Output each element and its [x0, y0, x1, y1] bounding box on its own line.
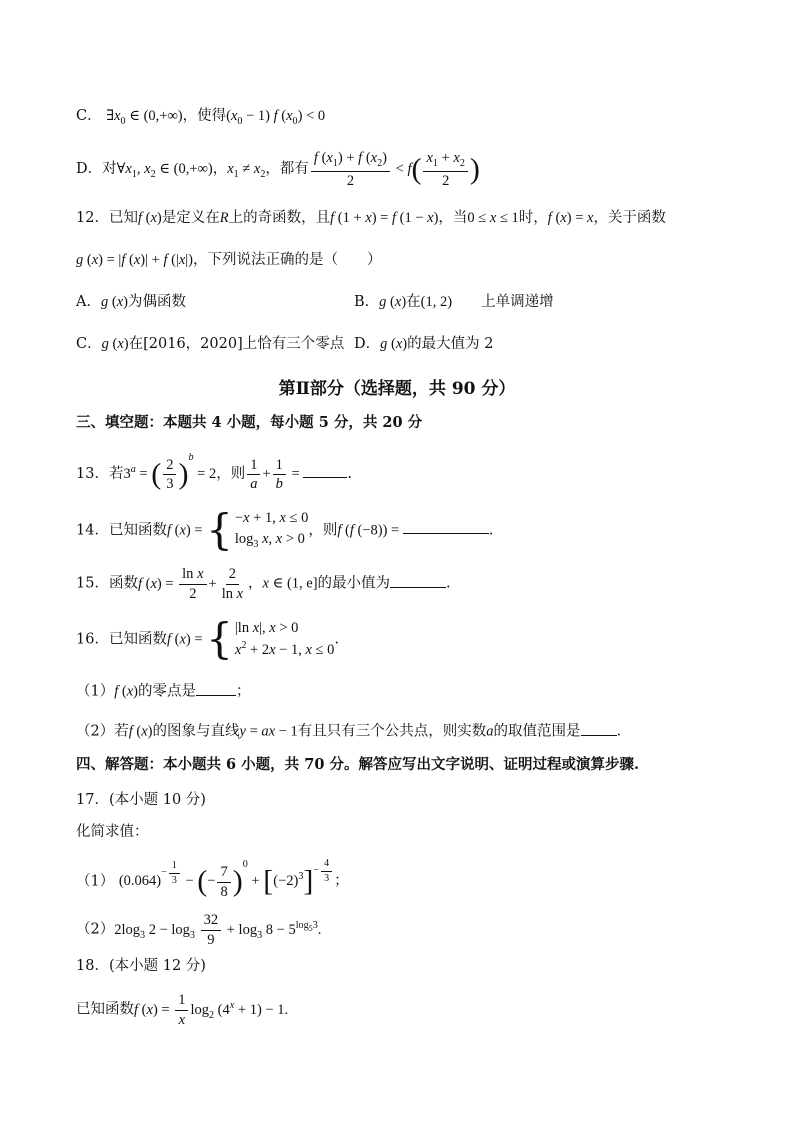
- q18-intro-line: [76, 992, 754, 1028]
- option-d-formula3: $\frac{f (x_1) + f (x_2)}{2}$ < f( $\frac{x_1 + x_2}{2}$ ): [309, 161, 480, 177]
- q13-mid: ，则: [216, 466, 246, 482]
- q16-2-a: a: [486, 723, 494, 740]
- option-c-text: ，使得: [182, 108, 227, 124]
- q12-optA-label: A．: [76, 294, 101, 310]
- q17-p1-formula: $(0.064)^{- \frac{1}{3}}$ − (− $\frac{7}{8}$ )$^0 + [(-2)^3]^{- \frac{4}{3}}$ ；: [118, 858, 349, 900]
- q12-optB: [354, 294, 554, 311]
- q12-optC-label: C．: [76, 336, 102, 352]
- q12-R: R: [219, 210, 229, 226]
- q14-mid: ，则: [308, 522, 338, 539]
- q12-t2: 上的奇函数，且: [228, 210, 331, 226]
- q16-2-text3: 的取值范围是: [493, 723, 581, 740]
- option-c: [76, 108, 754, 128]
- q12-t1: 是定义在: [161, 210, 220, 226]
- q12-options-cd: [76, 336, 754, 353]
- q17-p2-formula: $2\log_3$ $2 - \log_3$ $\frac{32}{9}$ + $\log_3 8 - 5^{log_53}$.: [114, 912, 322, 948]
- q12-optD: [354, 336, 493, 353]
- option-d-formula1: $\forall x_1$, $x_2$ ∈ (0,+∞): [116, 160, 213, 180]
- q16-cases: |ln x|, x > 0 $x^2 + 2x - 1$, x ≤ 0: [234, 620, 335, 658]
- q17-p2-label: （2）: [76, 921, 115, 938]
- q15-end: 的最小值为: [317, 575, 391, 592]
- q12-optC-text: 在[2016，2020]上恰有三个零点: [128, 336, 345, 352]
- q16-1-text: 的零点是: [138, 683, 197, 700]
- q14-end: .: [488, 522, 494, 539]
- option-d-text: ，都有: [265, 160, 309, 177]
- question-16-part2: [76, 720, 754, 741]
- q12-optB-text2: 上单调递增: [481, 294, 554, 310]
- q16-2-answer-blank[interactable]: [581, 720, 617, 736]
- q12-prefix: 12．已知: [76, 210, 138, 226]
- q12-optA-gx: g (x): [100, 294, 128, 310]
- question-14: [76, 505, 754, 555]
- q14-formula: f (f (−8)) =: [337, 522, 403, 539]
- q12-line2-end: ，下列说法正确的是（ ）: [193, 252, 382, 268]
- q12-t5: ，关于函数: [593, 210, 666, 226]
- q16-brace: {: [206, 614, 233, 664]
- question-15: [76, 566, 754, 602]
- q16-2-fx: f (x): [128, 723, 153, 740]
- q13-formula2: $\frac{1}{a}$ + $\frac{1}{b}$ =: [245, 466, 303, 482]
- q17-header: 17．(本小题 10 分): [76, 792, 206, 808]
- q12-fxeqx: f (x) = x: [547, 210, 594, 226]
- section-3-heading: 三、填空题：本题共 4 小题，每小题 5 分，共 20 分: [76, 414, 423, 431]
- option-d-formula2: $x_1 \ne x_2$: [227, 160, 266, 180]
- q14-answer-blank[interactable]: [403, 519, 489, 535]
- q18-formula: f (x) = $\frac{1}{x}$ $\log_2 (4^x + 1) - 1$.: [134, 992, 289, 1028]
- q14-cases: −x + 1, x ≤ 0 $\log_3 x$, x > 0: [234, 510, 309, 550]
- option-d: [76, 150, 754, 189]
- option-d-label: D．对: [76, 160, 117, 177]
- option-d-sep: ，: [212, 160, 228, 177]
- q12-optB-gx: g (x): [379, 294, 407, 310]
- q17-p1-label: （1）: [76, 873, 115, 890]
- q12-optD-text: 的最大值为 2: [407, 336, 494, 352]
- question-13: [76, 452, 754, 493]
- q13-prefix: 13．若: [76, 466, 124, 482]
- q13-answer-blank[interactable]: [303, 463, 347, 479]
- option-c-label: C．: [76, 108, 102, 124]
- question-16-part1: [76, 680, 754, 701]
- q12-optA-text: 为偶函数: [127, 294, 186, 310]
- q16-prefix: 16．已知函数: [76, 631, 167, 648]
- q12-optC-gx: g (x): [101, 336, 129, 352]
- q16-1-answer-blank[interactable]: [196, 680, 236, 696]
- q14-prefix: 14．已知函数: [76, 522, 167, 539]
- q13-formula1: $3^a$ = ( $\frac{2}{3}$ )$^b$ = 2: [123, 452, 217, 493]
- q12-t3: ，当: [438, 210, 468, 226]
- q12-options-ab: [76, 294, 754, 311]
- q16-1-fx: f (x): [114, 683, 139, 700]
- q16-1-prefix: （1）: [76, 683, 115, 700]
- option-c-formula2: $(x_0 - 1)$ f $(x_0) < 0$: [226, 108, 326, 127]
- q12-optD-gx: g (x): [380, 336, 408, 352]
- q16-1-end: ；: [236, 683, 251, 700]
- q16-end: .: [334, 631, 339, 648]
- q16-2-line: y = ax − 1: [239, 723, 298, 740]
- q16-2-end: .: [616, 723, 622, 740]
- q12-range: 0 ≤ x ≤ 1: [467, 210, 519, 226]
- q15-prefix: 15．函数: [76, 575, 138, 592]
- question-12-line2: [76, 252, 754, 269]
- q12-gx: g (x) = |f (x)| + f (|x|): [76, 252, 193, 268]
- q12-optD-label: D．: [354, 336, 381, 352]
- q17-part2: [76, 912, 754, 948]
- q13-end: .: [347, 466, 352, 482]
- q17-part1: [76, 858, 754, 900]
- q15-formula: f (x) = $\frac{\text{ln x}}{2}$ + $\frac{2}{\text{ln x}}$: [137, 566, 244, 602]
- q15-answer-blank[interactable]: [390, 572, 446, 588]
- q17-intro: 化简求值：: [76, 824, 149, 840]
- section-4-heading: 四、解答题：本小题共 6 小题，共 70 分。解答应写出文字说明、证明过程或演算步骤.: [76, 756, 640, 773]
- option-c-formula1: $\exists x_0$ ∈ (0,+∞): [106, 108, 183, 127]
- q18-intro: 已知函数: [76, 1001, 134, 1018]
- q15-tail: .: [446, 575, 451, 592]
- q14-fx: f (x) =: [166, 522, 207, 539]
- q14-brace: {: [206, 505, 233, 555]
- q16-2-text: 的图象与直线: [152, 723, 240, 740]
- q12-optB-interval: (1, 2): [420, 294, 453, 310]
- q18-header: 18．(本小题 12 分): [76, 958, 206, 974]
- q16-fx: f (x) =: [166, 631, 207, 648]
- q15-domain: x ∈ (1, e]: [262, 575, 318, 592]
- question-16: [76, 614, 754, 664]
- q12-optB-label: B．: [354, 294, 380, 310]
- q12-optB-text: 在: [406, 294, 421, 310]
- q16-2-prefix: （2）若: [76, 723, 129, 740]
- q15-mid: ，: [248, 575, 263, 592]
- part2-title: 第Ⅱ部分（选择题，共 90 分）: [278, 379, 516, 399]
- q12-fx: f (x): [137, 210, 162, 226]
- question-12: [76, 210, 754, 227]
- q12-cond: f (1 + x) = f (1 − x): [330, 210, 439, 226]
- q16-2-text2: 有且只有三个公共点，则实数: [297, 723, 487, 740]
- q12-t4: 时，: [518, 210, 548, 226]
